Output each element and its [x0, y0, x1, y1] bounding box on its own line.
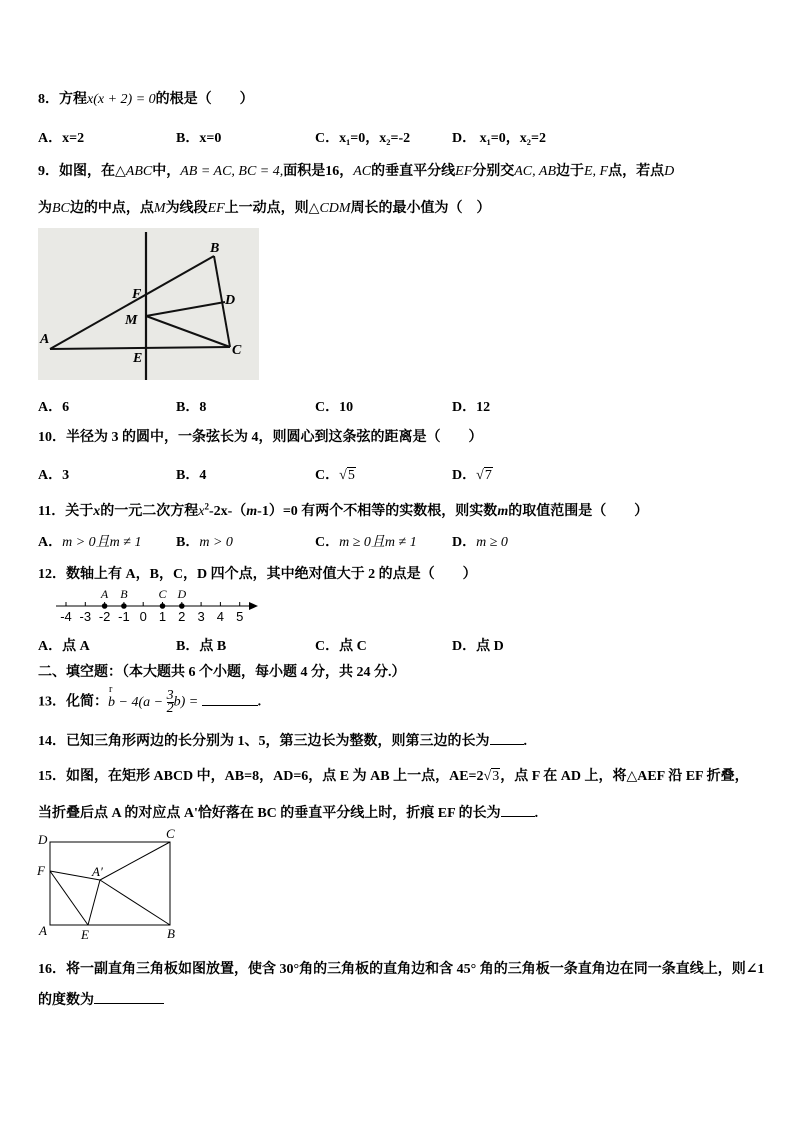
q9-math: EF: [207, 201, 225, 216]
q11-var-m: m: [246, 504, 258, 519]
q11-eq: -2x-（: [208, 504, 247, 519]
q9-label-e: E: [133, 351, 143, 366]
q15-text: 当折叠后点 A 的对应点 A'恰好落在 BC 的垂直平分线上时，折痕 EF 的长为: [38, 806, 501, 821]
q9-math: △ABC: [115, 164, 153, 179]
sqrt-symbol: √3: [483, 769, 500, 784]
q12-point-d: [179, 603, 185, 609]
q11-option-b-label: B．: [176, 535, 200, 550]
q10-option-c-label: C．: [315, 468, 340, 483]
q13-expression-tail: b) =: [173, 694, 199, 710]
section-2-heading: 二、填空题：（本大题共 6 个小题，每小题 4 分，共 24 分.）: [38, 665, 406, 680]
q12-point-label-d: D: [177, 587, 187, 601]
q14-end: .: [523, 734, 527, 749]
q16-answer-blank[interactable]: [94, 991, 164, 1004]
q9-text: 点，若点: [608, 164, 665, 179]
q9-text: 面积是16，: [283, 164, 354, 179]
q11-option-c-label: C．: [315, 535, 340, 550]
q9-text: 为线段: [165, 201, 208, 216]
q10-option-d[interactable]: [452, 464, 493, 484]
q15-text: 15．如图，在矩形 ABCD 中，AB=8，AD=6，点 E 为 AB 上一点，AE=2: [38, 769, 484, 784]
q9-text: 边于: [556, 164, 584, 179]
q11-text: 11．关于: [38, 504, 94, 519]
q12-axis-tick-label: 3: [197, 609, 205, 624]
q15-text: ，点 F 在 AD 上，将△AEF 沿 EF 折叠，: [500, 769, 749, 784]
q9-text: 周长的最小值为（ ）: [350, 201, 491, 216]
q14-answer-blank[interactable]: [490, 732, 524, 745]
q8-option-b[interactable]: B．x=0: [176, 131, 222, 146]
q9-math: AB = AC, BC = 4,: [180, 164, 284, 179]
q12-option-b[interactable]: B．点 B: [176, 639, 227, 654]
q12-point-label-c: C: [158, 587, 167, 601]
q10-option-d-radicand: 7: [484, 468, 492, 483]
q12-option-c[interactable]: C．点 C: [315, 639, 367, 654]
q15-label-a: A: [39, 923, 47, 938]
q8-equation: x(x + 2) = 0: [87, 92, 156, 107]
q16-text: 的度数为: [38, 993, 94, 1008]
question-9-line-1: [38, 160, 674, 180]
q15-label-d: D: [38, 832, 48, 847]
q11-option-c[interactable]: [315, 531, 417, 551]
q9-label-d: D: [225, 293, 236, 308]
q12-axis-tick-label: 4: [216, 609, 225, 624]
q11-eq-x: x: [198, 504, 205, 519]
question-8: [38, 88, 254, 108]
q11-option-a[interactable]: [38, 531, 141, 551]
q13-fraction-num: 3: [166, 688, 174, 703]
q11-option-a-label: A．: [38, 535, 63, 550]
q12-axis-tick-label: -1: [118, 609, 130, 624]
question-16-line-2: [38, 989, 164, 1009]
q13-expression: r b − 4(a −: [108, 695, 163, 711]
q15-label-c: C: [166, 826, 175, 841]
q11-var-m: m: [497, 504, 509, 519]
q9-option-c[interactable]: C．10: [315, 400, 354, 415]
q12-axis-tick-label: 2: [178, 609, 186, 624]
q15-answer-blank[interactable]: [501, 804, 535, 817]
q9-math: BC: [52, 201, 70, 216]
q9-text: 中，: [152, 164, 181, 179]
q8-option-a[interactable]: A．x=2: [38, 131, 85, 146]
q9-option-d[interactable]: D．12: [452, 400, 491, 415]
question-9-line-2: [38, 197, 491, 217]
q8-option-d[interactable]: D． x₁=0，x₂=2: [452, 131, 546, 146]
q8-option-c[interactable]: C．x₁=0，x₂=-2: [315, 131, 411, 146]
q9-math: E, F: [584, 164, 609, 179]
q12-axis-tick-label: -3: [79, 609, 92, 624]
q9-math: M: [153, 201, 166, 216]
q11-option-b[interactable]: [176, 531, 233, 551]
q11-var-x: x: [93, 504, 101, 519]
q11-option-d[interactable]: [452, 531, 508, 551]
q9-label-m: M: [125, 313, 138, 328]
q9-text: 边的中点，点: [69, 201, 154, 216]
q9-label-f: F: [132, 287, 142, 302]
q9-label-b: B: [210, 241, 220, 256]
question-15-line-2: [38, 802, 538, 822]
q12-number-line: [52, 586, 262, 626]
q13-fraction-den: 2: [166, 701, 174, 716]
q12-axis-tick-label: -2: [98, 609, 111, 624]
question-14: [38, 730, 527, 750]
q15-label-b: B: [167, 926, 175, 941]
q9-figure: [38, 228, 259, 380]
q9-option-a[interactable]: A．6: [38, 400, 70, 415]
q15-label-e: E: [81, 927, 89, 942]
q15-segment-a1b: [100, 880, 170, 925]
q13-answer-blank[interactable]: [202, 693, 258, 706]
q8-label: 8．方程: [38, 92, 87, 107]
q10-option-c-radicand: 5: [347, 468, 355, 483]
q12-axis-tick-label: 0: [139, 609, 147, 624]
q9-math: AC, AB: [514, 164, 556, 179]
q11-eq: -1）=0 有两个不相等的实数根，则实数: [257, 504, 498, 519]
q9-text: 为: [38, 201, 52, 216]
q12-point-c: [160, 603, 166, 609]
q12-axis-arrow: [249, 602, 258, 610]
question-13: [38, 690, 261, 715]
q13-fraction: [167, 690, 174, 715]
q9-option-b[interactable]: B．8: [176, 400, 207, 415]
q13-label: 13．化简：: [38, 694, 108, 710]
q15-segment-a1c: [100, 842, 170, 880]
q9-math: EF: [455, 164, 473, 179]
q10-option-b[interactable]: B．4: [176, 468, 207, 483]
q15-figure: [36, 826, 186, 944]
sqrt-symbol: √5: [339, 468, 355, 483]
q15-rectangle-abcd: [50, 842, 170, 925]
question-11: 11．关于x的一元二次方程$x^2-2x-(m-1)=0$ 有两个不相等的实数根，则实数m的取值范围是（ ）: [38, 501, 649, 519]
q12-axis-tick-label: -4: [60, 609, 72, 624]
q10-option-c[interactable]: [315, 464, 356, 484]
q11-option-a-math: m > 0且m ≠ 1: [62, 535, 142, 550]
q14-text: 14．已知三角形两边的长分别为 1、5，第三边长为整数，则第三边的长为: [38, 734, 490, 749]
q12-point-label-b: B: [120, 587, 128, 601]
q12-axis-tick-label: 5: [236, 609, 244, 624]
q15-crease-ef: [50, 871, 88, 925]
q12-axis-tick-label: 1: [158, 609, 167, 624]
q8-tail: 的根是（ ）: [155, 92, 254, 107]
question-12: 12．数轴上有 A，B，C，D 四个点，其中绝对值大于 2 的点是（ ）: [38, 567, 477, 582]
q9-math: D: [664, 164, 675, 179]
q11-option-c-math: m ≥ 0且m ≠ 1: [339, 535, 417, 550]
q12-point-label-a: A: [100, 587, 109, 601]
q11-option-d-label: D．: [452, 535, 477, 550]
q9-math: △CDM: [308, 201, 351, 216]
q9-label-a: A: [40, 332, 50, 347]
q9-text: 分别交: [472, 164, 515, 179]
q10-option-a[interactable]: A．3: [38, 468, 70, 483]
q11-option-b-math: m > 0: [199, 535, 233, 550]
question-15-line-1: [38, 765, 749, 785]
q9-math: AC: [353, 164, 372, 179]
question-10: 10．半径为 3 的圆中，一条弦长为 4，则圆心到这条弦的距离是（ ）: [38, 430, 483, 445]
q10-option-d-label: D．: [452, 468, 477, 483]
q11-text: 的一元二次方程: [100, 504, 199, 519]
q15-label-a-prime: A′: [92, 864, 103, 879]
q15-segment-a1e: [88, 880, 100, 925]
q9-text: 上一动点，则: [224, 201, 309, 216]
q12-point-a: [102, 603, 108, 609]
q12-option-a[interactable]: A．点 A: [38, 639, 90, 654]
q9-text: 9．如图，在: [38, 164, 115, 179]
q11-option-d-math: m ≥ 0: [476, 535, 508, 550]
q12-point-b: [121, 603, 127, 609]
q12-option-d[interactable]: D．点 D: [452, 639, 504, 654]
q15-end: .: [534, 806, 539, 821]
sqrt-symbol: √7: [476, 468, 492, 483]
q9-label-c: C: [232, 343, 242, 358]
q9-text: 的垂直平分线: [371, 164, 456, 179]
q11-text: 的取值范围是（ ）: [508, 504, 649, 519]
question-16-line-1: 16．将一副直角三角板如图放置，使含 30°角的三角板的直角边和含 45° 角的三角板一条直角边在同一条直线上，则∠1: [38, 962, 765, 977]
q15-radicand: 3: [492, 769, 500, 784]
q15-label-f: F: [37, 863, 45, 878]
q13-end: .: [257, 694, 262, 710]
